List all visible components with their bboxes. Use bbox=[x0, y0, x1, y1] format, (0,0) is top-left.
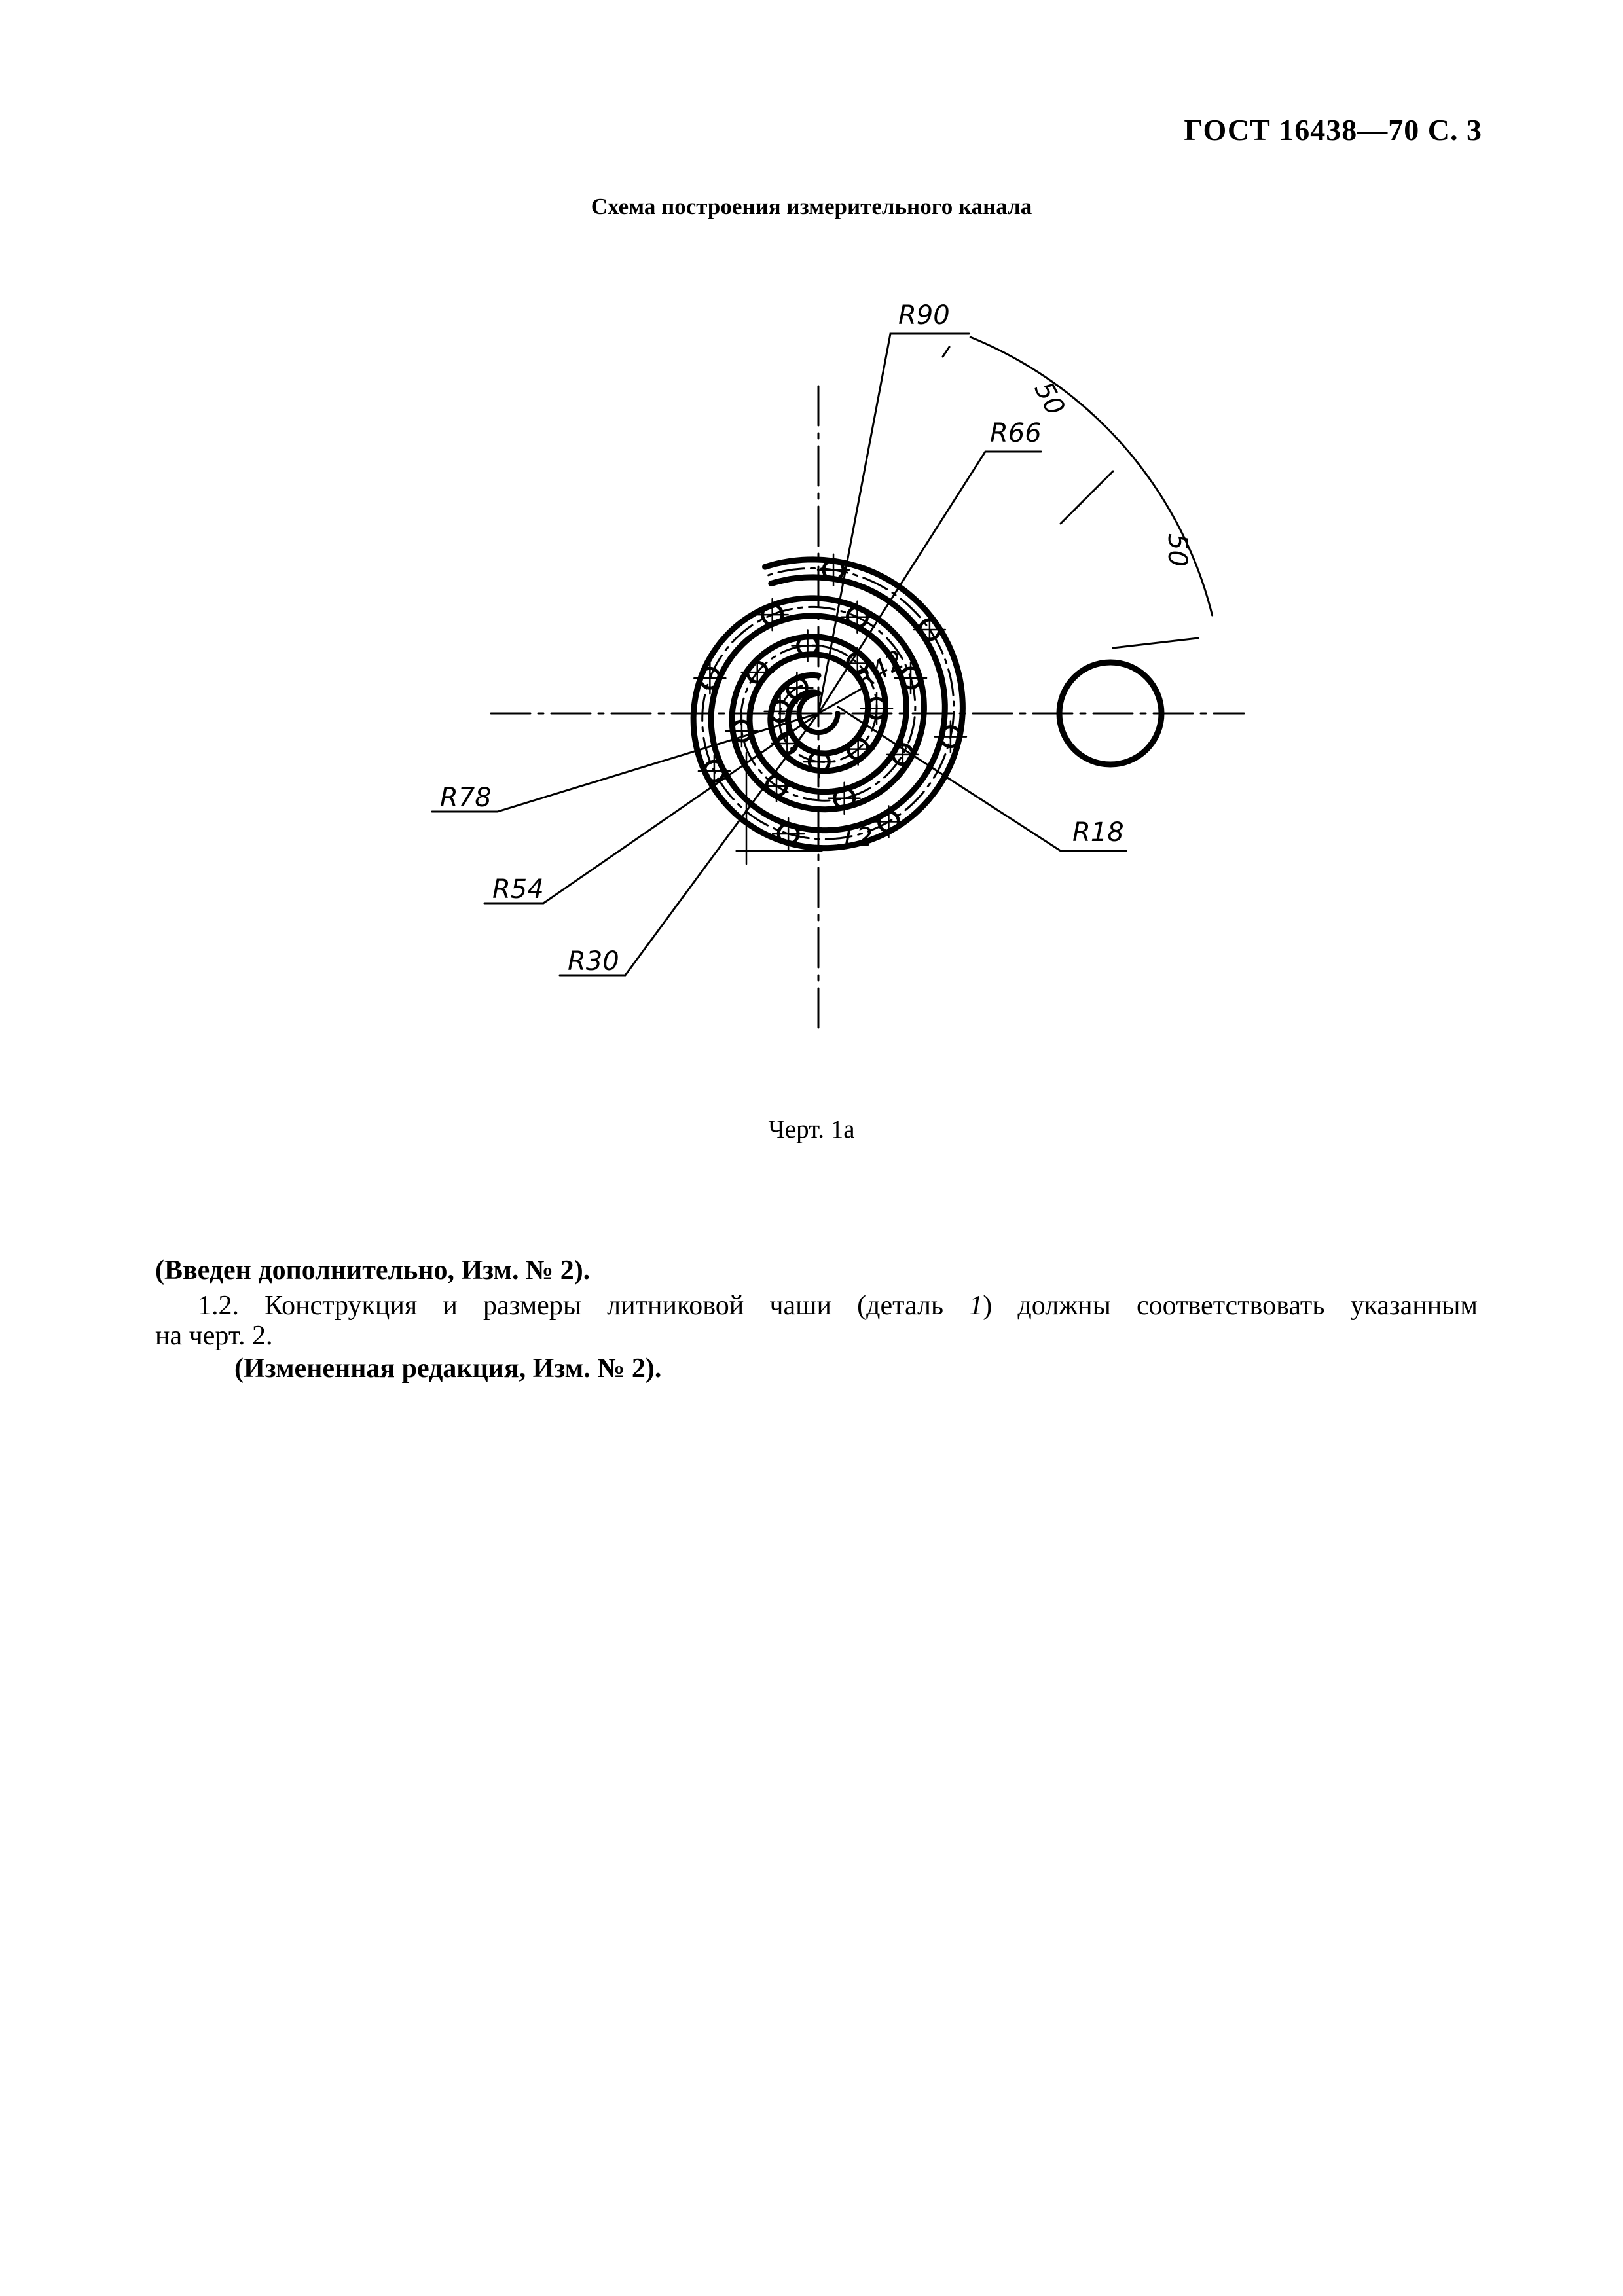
page-header: ГОСТ 16438—70 С. 3 bbox=[1184, 113, 1482, 147]
dim-50-ext bbox=[943, 347, 949, 357]
label-r42: R42 bbox=[849, 644, 910, 697]
spiral-wall-outer bbox=[693, 560, 962, 848]
note-added: (Введен дополнительно, Изм. № 2). bbox=[155, 1255, 591, 1285]
label-r78: R78 bbox=[440, 783, 492, 813]
label-dim-12: 12 bbox=[839, 823, 873, 853]
paragraph-1-2-continued: на черт. 2. bbox=[155, 1321, 273, 1351]
detail-number: 1 bbox=[969, 1291, 983, 1321]
label-r54: R54 bbox=[492, 874, 544, 905]
label-r90: R90 bbox=[898, 300, 950, 331]
dim-50-arc-lower bbox=[1120, 442, 1213, 615]
drawing-title: Схема построения измерительного канала bbox=[591, 194, 1032, 219]
label-dim-50-lower: 50 bbox=[1162, 533, 1192, 567]
figure-caption: Черт. 1а bbox=[768, 1115, 855, 1143]
paragraph-1-2-text-b: ) должны соответствовать указанным bbox=[983, 1291, 1478, 1321]
label-r18: R18 bbox=[1072, 817, 1124, 848]
label-dim-50-upper: 50 bbox=[1028, 376, 1071, 421]
dim-50-ext bbox=[1113, 638, 1198, 648]
label-r30: R30 bbox=[568, 946, 619, 977]
label-r66: R66 bbox=[990, 418, 1042, 448]
note-revised: (Измененная редакция, Изм. № 2). bbox=[234, 1354, 662, 1384]
paragraph-1-2-text-a: 1.2. Конструкция и размеры литниковой чаши (деталь bbox=[198, 1291, 970, 1321]
dim-50-ext bbox=[1061, 471, 1113, 524]
paragraph-1-2 bbox=[155, 1291, 1478, 1321]
